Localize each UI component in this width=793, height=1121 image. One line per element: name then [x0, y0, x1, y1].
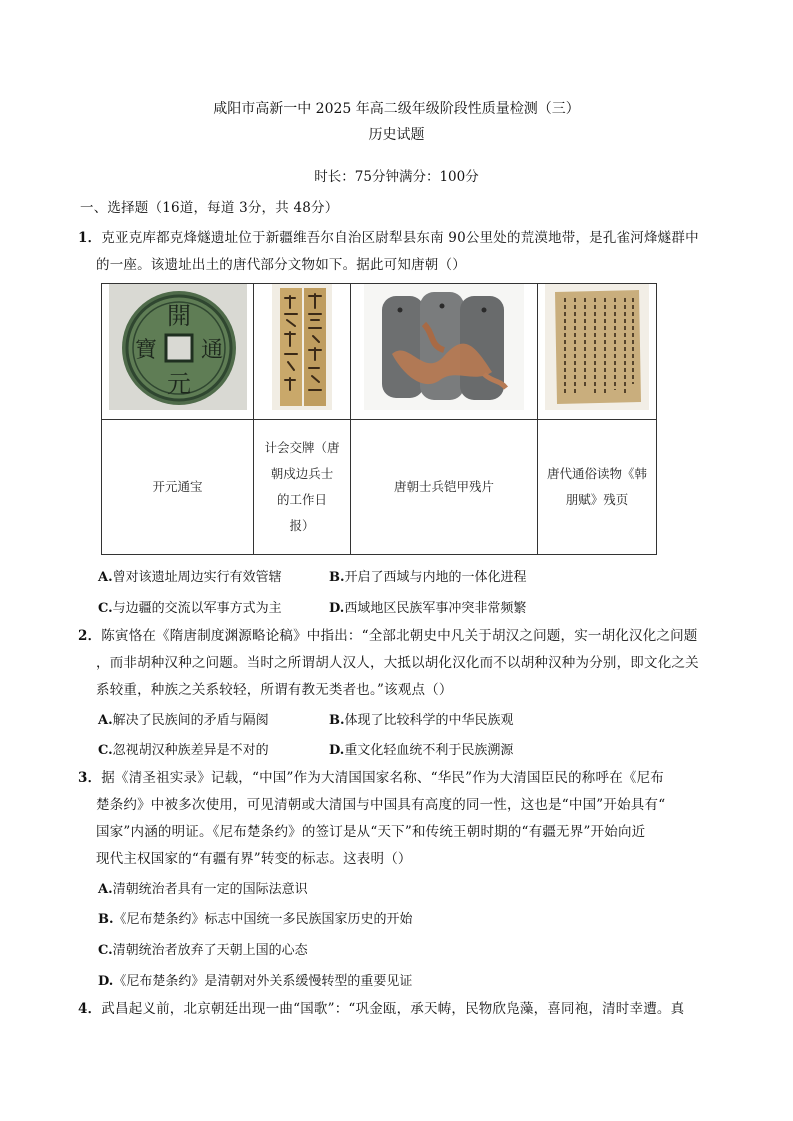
question-3-line-3: 国家”内涵的明证。《尼布楚条约》的签订是从“天下”和传统王朝时期的“有疆无界”开始向近 — [96, 824, 646, 840]
coin-char-left: 寶 — [134, 338, 157, 363]
question-2-line-2: ，而非胡种汉种之问题。当时之所谓胡人汉人，大抵以胡化汉化而不以胡种汉种为分别，即文化之关 — [96, 655, 699, 671]
q1-option-a[interactable]: A.曾对该遗址周边实行有效管辖 — [98, 570, 282, 585]
question-1-line-2: 的一座。该遗址出土的唐代部分文物如下。据此可知唐朝（） — [96, 257, 466, 273]
wooden-tally-image — [272, 284, 332, 410]
armor-image-cell — [351, 284, 538, 420]
coin-char-bottom: 元 — [166, 370, 191, 398]
cell-armor: 唐朝士兵铠甲残片 — [351, 420, 538, 555]
q2-option-b[interactable]: B.体现了比较科学的中华民族观 — [329, 713, 514, 728]
exam-subject: 历史试题 — [368, 127, 425, 143]
q1-option-b[interactable]: B.开启了西域与内地的一体化进程 — [329, 570, 527, 585]
question-1-line-1: 1．克亚克库都克烽燧遗址位于新疆维吾尔自治区尉犁县东南 90公里处的荒漠地带，是孔雀河烽燧群中 — [78, 230, 699, 246]
q3-option-c[interactable]: C.清朝统治者放弃了天朝上国的心态 — [98, 943, 308, 958]
cell-tally: 计会交牌（唐 朝戍边兵士 的工作日 报） — [254, 420, 351, 555]
manuscript-page-image — [545, 284, 649, 410]
q2-option-d[interactable]: D.重文化轻血统不利于民族溯源 — [329, 743, 514, 758]
question-3-line-1: 3．据《清圣祖实录》记载，“中国”作为大清国国家名称、“华民”作为大清国臣民的称呼在《尼布 — [78, 770, 665, 786]
q1-option-d[interactable]: D.西域地区民族军事冲突非常频繁 — [329, 601, 527, 616]
question-1-number: 1． — [78, 230, 102, 246]
q2-option-c[interactable]: C.忽视胡汉种族差异是不对的 — [98, 743, 269, 758]
section-heading: 一、选择题（16道，每道 3分，共 48分） — [80, 200, 339, 216]
manuscript-image-cell — [538, 284, 657, 420]
armor-fragment-image — [364, 284, 524, 410]
q1-option-c[interactable]: C.与边疆的交流以军事方式为主 — [98, 601, 282, 616]
exam-time-info: 时长：75分钟满分：100分 — [314, 169, 479, 185]
question-3-number: 3． — [78, 770, 102, 786]
tally-image-cell — [254, 284, 351, 420]
question-4-number: 4． — [78, 1001, 102, 1017]
question-3-line-2: 楚条约》中被多次使用，可见清朝或大清国与中国具有高度的同一性，这也是“中国”开始具有“ — [96, 797, 666, 813]
q3-option-b[interactable]: B.《尼布楚条约》标志中国统一多民族国家历史的开始 — [98, 912, 413, 927]
q3-option-d[interactable]: D.《尼布楚条约》是清朝对外关系缓慢转型的重要见证 — [98, 974, 413, 989]
exam-title: 咸阳市高新一中 2025 年高二级年级阶段性质量检测（三） — [213, 101, 580, 117]
cell-manuscript: 唐代通俗读物《韩 朋赋》残页 — [538, 420, 657, 555]
coin-char-top: 開 — [166, 302, 191, 330]
question-2-number: 2． — [78, 628, 102, 644]
coin-image-cell — [102, 284, 254, 420]
cell-kaiyuan-coin: 开元通宝 — [102, 420, 254, 555]
coin-char-right: 通 — [200, 338, 223, 363]
question-3-line-4: 现代主权国家的“有疆有界”转变的标志。这表明（） — [96, 851, 412, 867]
q2-option-a[interactable]: A.解决了民族间的矛盾与隔阂 — [98, 713, 269, 728]
question-2-line-3: 系较重，种族之关系较轻，所谓有教无类者也。”该观点（） — [96, 682, 453, 698]
question-4-line-1: 4．武昌起义前，北京朝廷出现一曲“国歌”：“巩金瓯，承天帱，民物欣凫藻，喜同袍，清时幸遭。真 — [78, 1001, 685, 1017]
q3-option-a[interactable]: A.清朝统治者具有一定的国际法意识 — [98, 882, 308, 897]
relics-table — [101, 283, 657, 555]
kaiyuan-coin-image — [109, 284, 247, 410]
question-2-line-1: 2．陈寅恪在《隋唐制度渊源略论稿》中指出：“全部北朝史中凡关于胡汉之问题，实一胡化汉化之问题 — [78, 628, 698, 644]
